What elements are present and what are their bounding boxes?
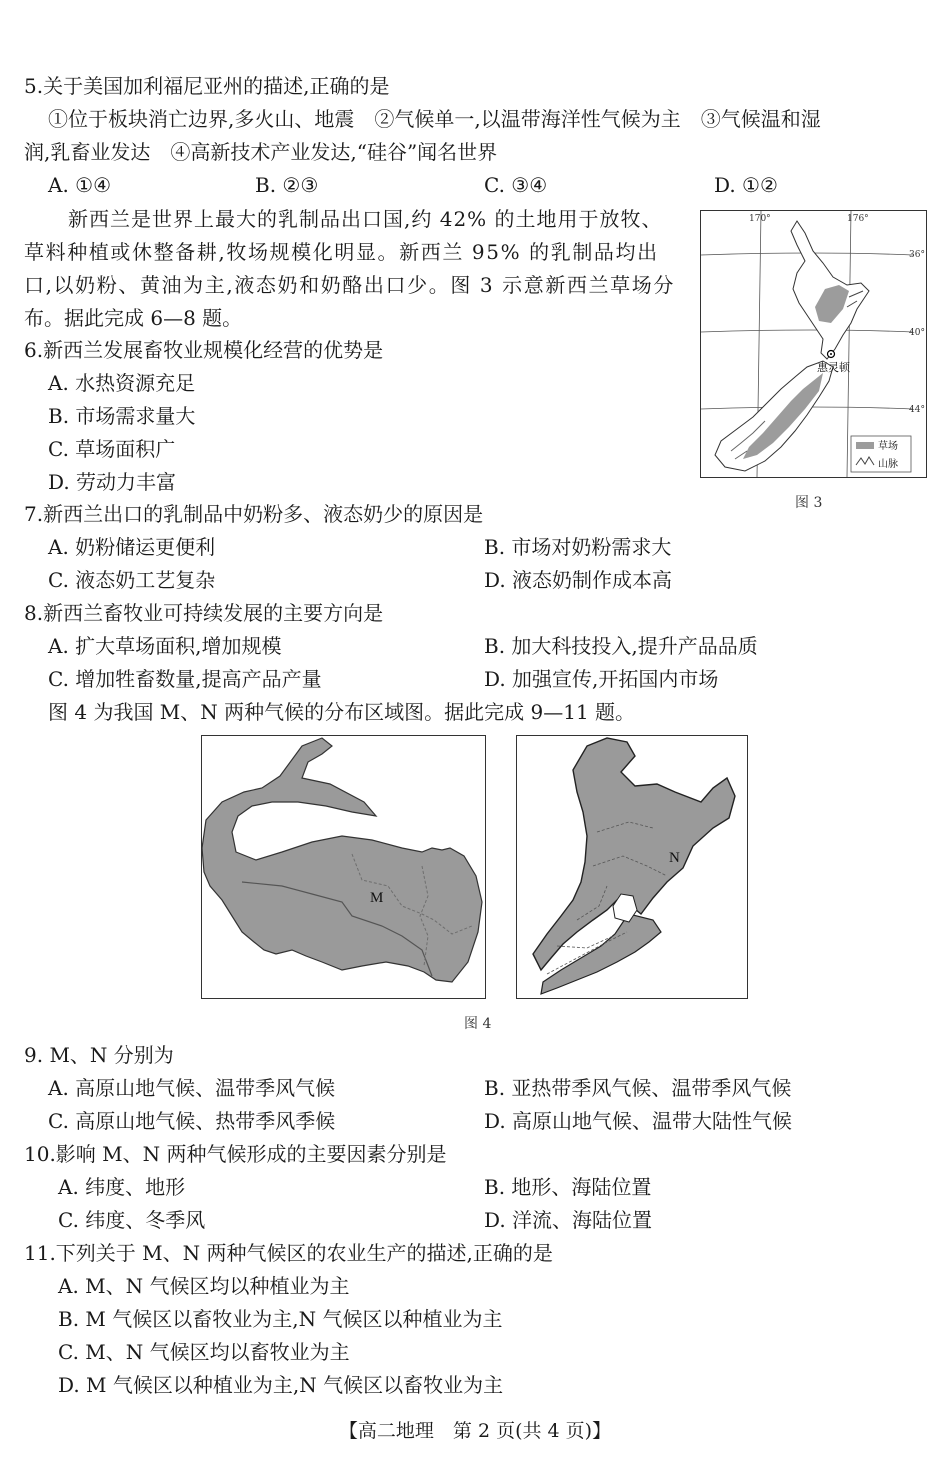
figure-4-map-m	[201, 735, 486, 999]
figure-3-new-zealand-map	[700, 210, 927, 478]
q8-option-c: C. 增加牲畜数量,提高产品产量	[48, 667, 322, 691]
q10-stem: 10.影响 M、N 两种气候形成的主要因素分别是	[24, 1142, 447, 1166]
q10-option-b: B. 地形、海陆位置	[484, 1175, 652, 1199]
legend-grass-label: 草场	[878, 441, 898, 452]
q8-stem: 8.新西兰畜牧业可持续发展的主要方向是	[24, 601, 384, 625]
q5-statement-line2: 润,乳畜业发达 ④高新技术产业发达,“硅谷”闻名世界	[24, 140, 498, 164]
figure-4-map-n	[516, 735, 748, 999]
lon-label-170: 170°	[749, 214, 771, 224]
lat-label-44: 44°	[909, 405, 925, 415]
figure-4-caption: 图 4	[464, 1016, 492, 1032]
page-footer: 【高二地理 第 2 页(共 4 页)】	[338, 1420, 612, 1442]
figure-3-caption: 图 3	[795, 495, 823, 511]
q10-option-d: D. 洋流、海陆位置	[484, 1208, 653, 1232]
q6-option-d: D. 劳动力丰富	[48, 470, 177, 494]
q10-option-c: C. 纬度、冬季风	[58, 1208, 206, 1232]
passage1-line4: 布。据此完成 6—8 题。	[24, 306, 243, 330]
q9-stem: 9. M、N 分别为	[24, 1043, 174, 1067]
q5-option-a: A. ①④	[48, 173, 112, 197]
q7-option-c: C. 液态奶工艺复杂	[48, 568, 216, 592]
legend-mountain-label: 山脉	[878, 459, 898, 470]
q5-option-c: C. ③④	[484, 173, 548, 197]
q11-option-d: D. M 气候区以种植业为主,N 气候区以畜牧业为主	[58, 1373, 504, 1397]
q5-option-b: B. ②③	[255, 173, 319, 197]
q11-stem: 11.下列关于 M、N 两种气候区的农业生产的描述,正确的是	[24, 1241, 553, 1265]
q6-option-c: C. 草场面积广	[48, 437, 176, 461]
q5-statement-line1: ①位于板块消亡边界,多火山、地震 ②气候单一,以温带海洋性气候为主 ③气候温和湿	[48, 107, 821, 131]
passage1-line2: 草料种植或休整备耕,牧场规模化明显。新西兰 95% 的乳制品均出	[24, 240, 659, 264]
q11-option-c: C. M、N 气候区均以畜牧业为主	[58, 1340, 350, 1364]
q7-stem: 7.新西兰出口的乳制品中奶粉多、液态奶少的原因是	[24, 502, 484, 526]
q10-option-a: A. 纬度、地形	[58, 1175, 186, 1199]
q9-option-b: B. 亚热带季风气候、温带季风气候	[484, 1076, 792, 1100]
q5-stem: 5.关于美国加利福尼亚州的描述,正确的是	[24, 74, 390, 98]
city-label-wellington: 惠灵顿	[817, 361, 850, 374]
q7-option-a: A. 奶粉储运更便利	[48, 535, 216, 559]
q6-option-b: B. 市场需求量大	[48, 404, 196, 428]
passage1-line3: 口,以奶粉、黄油为主,液态奶和奶酪出口少。图 3 示意新西兰草场分	[24, 273, 675, 297]
map-m-svg	[202, 736, 485, 998]
lat-label-40: 40°	[909, 328, 925, 338]
new-zealand-map-svg	[701, 211, 926, 477]
q6-option-a: A. 水热资源充足	[48, 371, 196, 395]
q11-option-a: A. M、N 气候区均以种植业为主	[58, 1274, 350, 1298]
q11-option-b: B. M 气候区以畜牧业为主,N 气候区以种植业为主	[58, 1307, 503, 1331]
q7-option-d: D. 液态奶制作成本高	[484, 568, 673, 592]
q5-option-d: D. ①②	[714, 173, 778, 197]
passage2: 图 4 为我国 M、N 两种气候的分布区域图。据此完成 9—11 题。	[48, 700, 636, 724]
region-label-m: M	[370, 890, 384, 906]
lon-label-176: 176°	[847, 214, 869, 224]
q7-option-b: B. 市场对奶粉需求大	[484, 535, 672, 559]
q8-option-d: D. 加强宣传,开拓国内市场	[484, 667, 719, 691]
q9-option-c: C. 高原山地气候、热带季风季候	[48, 1109, 336, 1133]
map-n-svg	[517, 736, 747, 998]
passage1-line1: 新西兰是世界上最大的乳制品出口国,约 42% 的土地用于放牧、	[68, 207, 663, 231]
q8-option-b: B. 加大科技投入,提升产品品质	[484, 634, 758, 658]
q9-option-d: D. 高原山地气候、温带大陆性气候	[484, 1109, 793, 1133]
q8-option-a: A. 扩大草场面积,增加规模	[48, 634, 282, 658]
lat-label-36: 36°	[909, 250, 925, 260]
q6-stem: 6.新西兰发展畜牧业规模化经营的优势是	[24, 338, 384, 362]
q9-option-a: A. 高原山地气候、温带季风气候	[48, 1076, 336, 1100]
region-label-n: N	[669, 850, 680, 866]
